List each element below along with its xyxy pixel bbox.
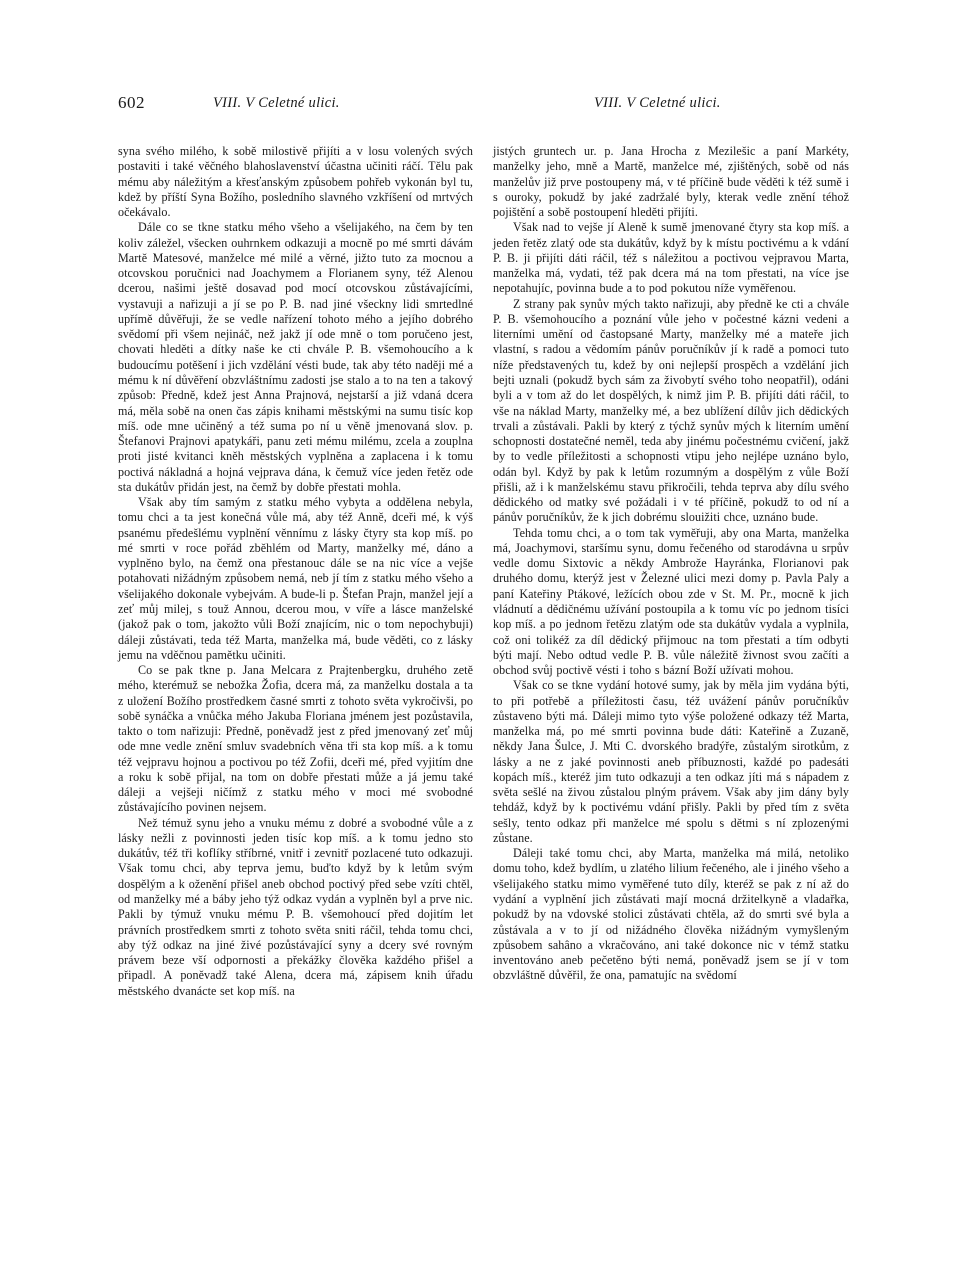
paragraph: Tehda tomu chci, a o tom tak vyměřuji, aby ona Marta, manželka má, Joachymovi, staršímu synu, domu řečeného od starodávna u srpův vedle domu Sixtovic a někdy Ambrože Hayránka, Florianovi pak druhého domu, kterýž jest v Železné ulici mezi domy p. Pavla Paly a paní Kateřiny Ptákové, ležících obou zde v St. M. Pr., mocně k jich vládnutí a dědičnému užívání postoupila a k tomu víc po jednom tisíci kop míš. a po jednom řetězu zlatým ode sta dukátův vydala a vyplnila, což oni tolikéž za díl dědický přijmouc na tom přestati a tím odbyti býti mají. Nebo odtud vedle P. B. vůle náležitě živnost svou začíti a obchod svůj poctivě vésti i toho s bázní Boží užívati mohou. xyxy=(493,525,849,678)
paragraph: Z strany pak synův mých takto nařizuji, aby předně ke cti a chvále P. B. všemohoucího a poznání vůle jeho v počestné kázni vedeni a literními umění od častopsané Marty, manželky mé a mateře jich vlastní, s radou a vědomím pánův poručníkův jí k radě a pomoci tuto níže představených tu, kdež by oni nejlepší prospěch a vzdělání jich bejti uznali (pokudž bych sám za živobytí svého toho neopatřil), odáni byli a v tom až do let dospělých, k nimž jim P. B. přijíti dáti ráčil, to vše na náklad Marty, manželky mé, a bez ublížení dílův jich dědických trvali a zůstávali. Pakli by který z týchž synův mých k literním umění schopnosti dostatečné neměl, teda aby jinému počestnému cvičení, jakž by to vedle příležitosti a schopnosti vtipu jeho nejlépe uznáno bylo, odán byl. Když by pak k letům rozumným a dospělým z vůle Boží přišli, až i k manželskému stavu přikročili, tehda teprva aby dílu svého dědického od matky své požádali i v té příčině, pokudž to od ní a pánův poručníkův, že k jich dobrému slouižiti chce, uznáno bude. xyxy=(493,296,849,525)
paragraph: Dáleji také tomu chci, aby Marta, manželka má milá, netoliko domu toho, kdež bydlím, u zlatého lilium řečeného, ale i jiného všeho a všelijakého statku mimo vyměřené tuto díly, kteréž se pak z ní až do vydání a vyplnění jich zůstávati mají mocná držitelkyně a vladařka, pokudž by na vdovské stolici zůstávati chtěla, až do smrti své byla a zůstávala a v to jí od nižádného člověka nižádným vymyšleným způsobem sahâno a vkračováno, ani také dokonce nic v témž statku inventováno aneb pečetěno býti nemá, poněvadž jsem se jí v tom obzvláštně důvěřil, že ona, pamatujíc na svědomí xyxy=(493,846,849,983)
right-text-column xyxy=(493,144,849,984)
left-running-title: VIII. V Celetné ulici. xyxy=(213,95,340,111)
paragraph: Než témuž synu jeho a vnuku mému z dobré a svobodné vůle a z lásky nežli z povinnosti jeden tisíc kop míš. a k tomu jedno sto dukátův, též tři koflíky stříbrné, vnitř i zevnitř pozlacené tuto odkazuji. Však tomu chci, aby teprva jemu, buďto když by k letům svým dospělým a k oženění přišel aneb obchod poctivý před sebe vzíti chtěl, od manželky mé a báby jeho týž odkaz vydán a vyplněn byl a prve nic. Pakli by týmuž vnuku mému P. B. všemohoucí před dojitím let právních prostředkem smrti z tohoto světa sniti ráčil, tehda tomu chci, aby týž odkaz na jiné živé pozůstávající syny a dcery své rovným právem beze vší odpornosti a překážky člověka každého přišel a připadl. A poněvadž také Alena, dcera má, zápisem knih úřadu městského dvanácte set kop míš. na xyxy=(118,815,473,998)
paragraph: Dále co se tkne statku mého všeho a všelijakého, na čem by ten koliv záležel, všecken ouhrnkem odkazuji a mocně po mé smrti dávám Martě Matesové, manželce mé milé a věrné, jižto tuto za mocnou a otcovskou poručnici nad Joachymem a Florianem syny, též Alenou dcerou, našimi ještě dosavad pod mocí otcovskou zůstávajícími, vystavuji a nařizuji a jí se po P. B. nad jiné všeckny lidi smrtedlné upřímě důvěřuji, že se vedle nařízení tohoto mého a jejího dobrého svědomí při všem nejináč, než jakž jí ode mně o tom poručeno jest, chovati hleděti a dítky naše ke cti chvále P. B. všemohoucího a k budoucímu potěšení i jich vzdělání vésti bude, tak aby této naději mé a mému k ní důvěření obzvláštnímu zadosti jse stalo a to na ten a takový způsob: Předně, kdež jest Anna Prajnová, nejstarší a již vdaná dcera má, měla sobě na onen čas zápis knihami městskými na sumu tisíc kop míš. ode mne učiněný a též suma po ní u věně jmenovaná slov. p. Štefanovi Prajnovi apatykáři, panu zeti mému milému, zcela a zouplna proti jisté kvitanci kněh městských vyplněna a zaplacena i k tomu poctivá nákladná a hojná vejprava dána, k čemuž více jeden řetěz ode sta dukátův přidán jest, na čemž by dobře přestati mohla. xyxy=(118,220,473,494)
page-number: 602 xyxy=(118,93,145,112)
paragraph: Však aby tím samým z statku mého vybyta a oddělena nebyla, tomu chci a ta jest konečná vůle má, aby též Anně, dceři mé, k výš psanému předešlému vyplnění věnnímu z lásky čtyry sta kop míš. po mé smrti v roce pořád zběhlém od Marty, manželky mé, dáno a vyplněno bylo, na čemž ona přestanouc dále se na nic více a vejše potahovati nižádným způsobem nemá, neb jí tím z statku mého všeho a všelijakého dokonale vybejvám. A bude-li p. Štefan Prajn, manžel její a zeť můj milej, s touž Annou, dcerou mou, v víře a lásce manželské (jakož pak o tom, jakožto vůli Boží znajícím, nic o tom nepochybuji) dáleji zůstávati, teda též Marta, manželka má, bude věděti, co z lásky jemu na vděčnou pamětku učiniti. xyxy=(118,495,473,662)
left-text-column xyxy=(118,144,473,999)
running-header xyxy=(98,92,760,114)
paragraph: jistých gruntech ur. p. Jana Hrocha z Mezilešic a paní Markéty, manželky jeho, mně a Martě, manželce mé, zjištěných, sobě od nás manželův již prve postoupeny má, v té příčině bude věděti k též sumě i s ouroky, pokudž by jaké zadržalé byly, kterak vedle znění téhož pojištění a sobě postoupení hleděti přijíti. xyxy=(493,144,849,220)
right-running-title: VIII. V Celetné ulici. xyxy=(594,95,721,111)
paragraph: Však co se tkne vydání hotové sumy, jak by měla jim vydána býti, to při potřebě a příležitosti času, též uvážení pánův poručníkův zůstaveno býti má. Dáleji mimo tyto výše položené odkazy též Marta, manželka má, po mé smrti povinna bude dáti: Kateřině a Zuzaně, někdy Jana Šulce, J. Mti C. dvorského bradýře, zůstalým sirotkům, z lásky a ne z jaké povinnosti aneb příbuznosti, každé po padesáti kopách míš., kteréž jim tuto odkazuji a ten odkaz jíti má s nápadem z světa sešlé na živou zůstalou plným právem. Však aby jim dány byly tehdáž, když by k poctivému vdání přišly. Pakli by před tím z světa sešly, tento odkaz při manželce mé spolu s dětmi s ní zplozenými zůstane. xyxy=(493,678,849,845)
paragraph: Však nad to vejše jí Aleně k sumě jmenované čtyry sta kop míš. a jeden řetěz zlatý ode sta dukátův, když by k místu poctivému a k vdání P. B. ji přijíti dáti ráčil, též s náležitou a poctivou vejpravou Marta, manželka má, vydati, též pak dcera má na tom přestati, na více jse nepotahujíc, povinna bude a to pod pokutou níže vyměřenou. xyxy=(493,220,849,296)
paragraph: syna svého milého, k sobě milostivě přijíti a v losu volených svých postaviti i také věčného blahoslavenství účastna učiniti ráčí. Tělu pak mému aby náležitým a křesťanským způsobem pohřeb vykonán byl tu, kdež by příští Syna Božího, posledního slavného vzkříšení od mrtvých očekávalo. xyxy=(118,144,473,220)
paragraph: Co se pak tkne p. Jana Melcara z Prajtenbergku, druhého zetě mého, kterémuž se nebožka Žofia, dcera má, za manželku dostala a ta z uložení Božího prostředkem časné smrti z tohoto světa vykročivši, po sobě synáčka a vnůčka mého Jakuba Floriana jménem jest pozůstavila, takto o tom nařizuji: Předně, poněvadž jest z před jmenovaný zeť můj ode mne vedle znění smluv svadebních věna tři sta kop míš. a k tomu též vejpravu hojnou a poctivou po též Zofii, dceři mé, před vyjitím dne a roku k sobě přijal, na tom on dobře přestati může a já jemu také dáleji a vejšeji ničímž z statku mého v moci mé svobodné zůstávajícího povinen nejsem. xyxy=(118,663,473,815)
